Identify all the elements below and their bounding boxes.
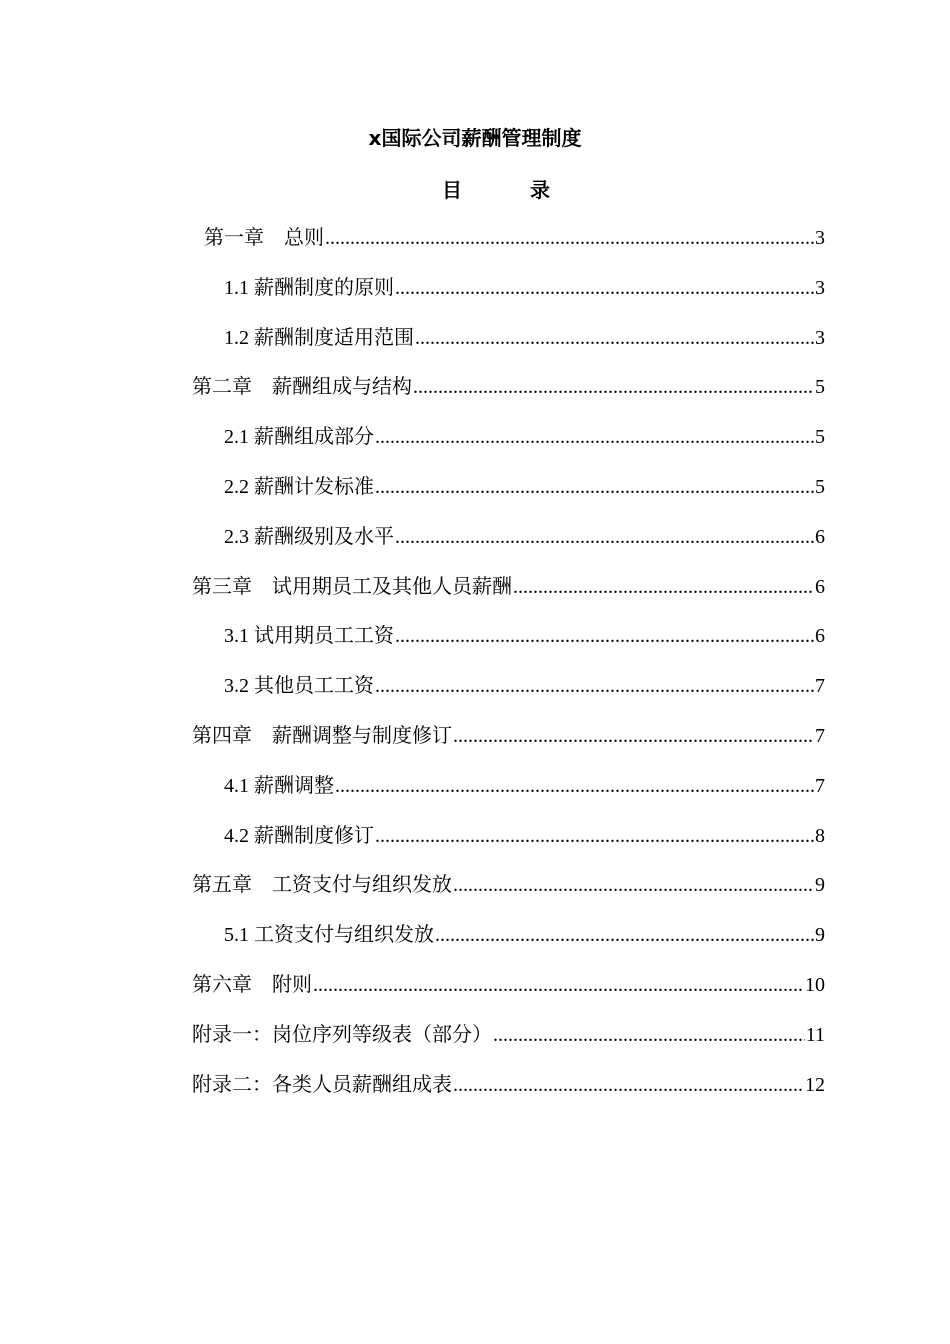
- toc-page-number: 5: [815, 376, 825, 399]
- toc-page-number: 12: [805, 1073, 825, 1096]
- toc-entry-label: 第五章 工资支付与组织发放: [192, 874, 452, 897]
- toc-entry-label: 4.2 薪酬制度修订: [224, 824, 374, 847]
- toc-dot-leader: [453, 869, 814, 901]
- toc-heading: [442, 176, 562, 204]
- toc-section-entry[interactable]: [224, 272, 825, 304]
- toc-section-entry[interactable]: [224, 521, 825, 553]
- toc-page-number: 9: [815, 874, 825, 897]
- toc-dot-leader: [413, 371, 814, 403]
- toc-section-entry[interactable]: [224, 820, 825, 852]
- document-title: x国际公司薪酬管理制度: [368, 126, 582, 150]
- toc-entry-label: 第三章 试用期员工及其他人员薪酬: [192, 575, 512, 598]
- toc-page-number: 7: [815, 774, 825, 797]
- toc-dot-leader: [313, 969, 804, 1001]
- toc-entry-label: 2.2 薪酬计发标准: [224, 476, 374, 498]
- toc-dot-leader: [415, 322, 814, 354]
- toc-chapter-entry[interactable]: [192, 869, 825, 901]
- toc-page-number: 11: [805, 1023, 825, 1046]
- toc-dot-leader: [395, 620, 814, 652]
- toc-page-number: 7: [815, 725, 825, 747]
- toc-dot-leader: [375, 471, 814, 503]
- toc-page-number: 10: [805, 974, 825, 996]
- toc-dot-leader: [395, 521, 814, 553]
- toc-chapter-entry[interactable]: [192, 1019, 825, 1051]
- toc-dot-leader: [453, 1069, 804, 1101]
- toc-page-number: 6: [815, 525, 825, 548]
- toc-entry-label: 1.1 薪酬制度的原则: [224, 276, 394, 299]
- toc-page-number: 3: [815, 276, 825, 299]
- toc-entry-label: 第二章 薪酬组成与结构: [192, 376, 412, 399]
- toc-page-number: 3: [815, 227, 825, 249]
- toc-section-entry[interactable]: [224, 322, 825, 354]
- toc-heading-char-1: 目: [442, 178, 462, 202]
- toc-entry-label: 2.3 薪酬级别及水平: [224, 525, 394, 548]
- toc-entry-label: 2.1 薪酬组成部分: [224, 426, 374, 449]
- toc-entry-label: 第四章 薪酬调整与制度修订: [192, 725, 452, 747]
- toc-page-number: 3: [815, 326, 825, 349]
- toc-entry-label: 第六章 附则: [192, 974, 312, 996]
- toc-page-number: 6: [815, 575, 825, 598]
- toc-chapter-entry[interactable]: [204, 222, 825, 254]
- toc-entry-label: 第一章 总则: [204, 227, 324, 249]
- toc-entry-label: 3.1 试用期员工工资: [224, 625, 394, 648]
- toc-page-number: 8: [815, 824, 825, 847]
- toc-dot-leader: [325, 222, 814, 254]
- toc-dot-leader: [375, 670, 814, 702]
- toc-chapter-entry[interactable]: [192, 720, 825, 752]
- toc-dot-leader: [513, 571, 814, 603]
- toc-dot-leader: [453, 720, 814, 752]
- toc-chapter-entry[interactable]: [192, 1069, 825, 1101]
- toc-page-number: 7: [815, 675, 825, 698]
- toc-entry-label: 附录一：岗位序列等级表（部分）: [192, 1023, 492, 1046]
- toc-entry-label: 5.1 工资支付与组织发放: [224, 924, 434, 947]
- toc-entry-label: 3.2 其他员工工资: [224, 675, 374, 698]
- toc-entry-label: 1.2 薪酬制度适用范围: [224, 326, 414, 349]
- toc-dot-leader: [395, 272, 814, 304]
- toc-page-number: 6: [815, 625, 825, 648]
- toc-dot-leader: [375, 820, 814, 852]
- toc-dot-leader: [335, 770, 814, 802]
- toc-section-entry[interactable]: [224, 670, 825, 702]
- toc-chapter-entry[interactable]: [192, 969, 825, 1001]
- toc-section-entry[interactable]: [224, 770, 825, 802]
- toc-page-number: 5: [815, 476, 825, 498]
- toc-page-number: 9: [815, 924, 825, 947]
- toc-chapter-entry[interactable]: [192, 371, 825, 403]
- toc-section-entry[interactable]: [224, 421, 825, 453]
- toc-heading-char-2: 录: [530, 178, 550, 202]
- toc-entry-label: 附录二：各类人员薪酬组成表: [192, 1073, 452, 1096]
- toc-section-entry[interactable]: [224, 471, 825, 503]
- toc-dot-leader: [493, 1019, 805, 1051]
- toc-chapter-entry[interactable]: [192, 571, 825, 603]
- toc-dot-leader: [435, 919, 814, 951]
- toc-page-number: 5: [815, 426, 825, 449]
- toc-dot-leader: [375, 421, 814, 453]
- toc-section-entry[interactable]: [224, 919, 825, 951]
- toc-entry-label: 4.1 薪酬调整: [224, 774, 334, 797]
- toc-section-entry[interactable]: [224, 620, 825, 652]
